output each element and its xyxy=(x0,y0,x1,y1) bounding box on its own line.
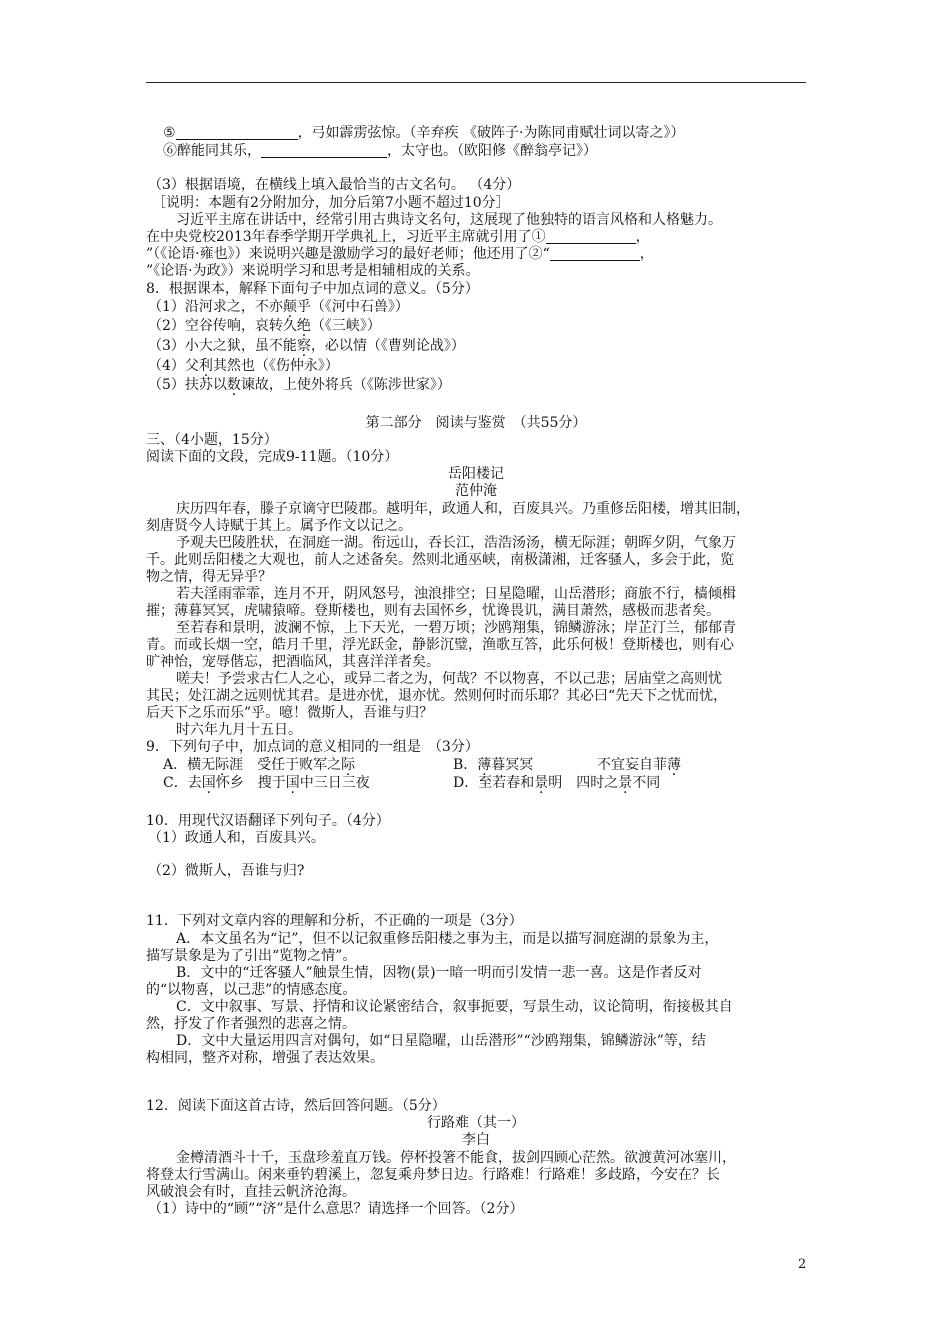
q9-option-d: D．至若春和景明 四时之景不同 xyxy=(453,775,661,791)
poem-line: 金樽清酒斗十千，玉盘珍羞直万钱。停杯投箸不能食，拔剑四顾心茫然。欲渡黄河冰塞川， xyxy=(176,1150,736,1166)
passage-line: 旷神怡，宠辱偕忘，把酒临风，其喜洋洋者矣。 xyxy=(146,654,440,670)
q7-3-line3: ”（《论语·雍也》）来说明兴趣是激励学习的最好老师；他还用了②“ ， xyxy=(146,246,654,262)
passage-author: 范仲淹 xyxy=(455,483,497,499)
poem-title: 行路难（其一） xyxy=(427,1115,525,1131)
passage-line: 摧；薄暮冥冥，虎啸猿啼。登斯楼也，则有去国怀乡，忧谗畏讥，满目萧然，感极而悲者矣。 xyxy=(146,603,720,619)
answer-blank[interactable] xyxy=(176,125,298,140)
q11-line: 描写景象是为了引出“览物之情”。 xyxy=(146,948,357,964)
q8-item-3: （3）小大之狱，虽不能察，必以情（《曹刿论战》） xyxy=(148,338,465,354)
dotted-word: 薄 xyxy=(667,757,681,773)
answer-blank[interactable] xyxy=(261,143,387,158)
passage-line: 其民；处江湖之远则忧其君。是进亦忧，退亦忧。然则何时而乐耶？其必曰“先天下之忧而忧， xyxy=(146,688,728,704)
q11-line: 构相同，整齐对称，增强了表达效果。 xyxy=(146,1050,384,1066)
q7-item-5: ⑤ ，弓如霹雳弦惊。（辛弃疾 《破阵子·为陈同甫赋壮词以寄之》） xyxy=(163,125,685,141)
answer-blank[interactable] xyxy=(550,246,640,261)
passage-line: 刻唐贤今人诗赋于其上。属予作文以记之。 xyxy=(146,518,412,534)
part-heading: 第二部分 阅读与鉴赏 （共55分） xyxy=(365,415,587,431)
page-number: 2 xyxy=(798,1257,807,1272)
q9-option-a: A．横无际涯 受任于败军之际 xyxy=(163,757,356,773)
dotted-word: 绝 xyxy=(296,318,311,334)
q11-line: 然，抒发了作者强烈的悲喜之情。 xyxy=(146,1016,356,1032)
q11-line: D．文中大量运用四言对偶句，如“日星隐曜，山岳潜形”“沙鸥翔集，锦鳞游泳”等，结 xyxy=(176,1033,706,1049)
q11-line: B．文中的“迁客骚人”触景生情，因物(景)一暗一明而引发情一悲一喜。这是作者反对 xyxy=(176,965,702,981)
dotted-word: 薄 xyxy=(477,757,492,773)
q7-3-line1: 习近平主席在讲话中，经常引用古典诗文名句，这展现了他独特的语言风格和人格魅力。 xyxy=(176,212,722,228)
header-rule xyxy=(146,82,806,83)
q8-item-4: （4）父利其然也（《伤仲永》） xyxy=(148,358,339,374)
passage-line: 青。而或长烟一空，皓月千里，浮光跃金，静影沉璧，渔歌互答，此乐何极！登斯楼也，则有心 xyxy=(146,637,734,653)
q7-3-line4: ”《论语·为政》）来说明学习和思考是相辅相成的关系。 xyxy=(146,263,480,279)
dotted-word: 察 xyxy=(296,338,311,354)
poem-line: 风破浪会有时，直挂云帆济沧海。 xyxy=(146,1184,356,1200)
dotted-word: 国 xyxy=(285,775,300,791)
poem-line: 将登太行雪满山。闲来垂钓碧溪上，忽复乘舟梦日边。行路难！行路难！多歧路，今安在？长 xyxy=(146,1167,720,1183)
q11-line: C．文中叙事、写景、抒情和议论紧密结合，叙事扼要，写景生动，议论简明，衔接极其自 xyxy=(176,999,733,1015)
q7-3-note: ［说明：本题有2分附加分，加分后第7小题不超过10分］ xyxy=(152,195,510,211)
dotted-word: 景 xyxy=(618,775,633,791)
q8-head: 8．根据课本，解释下面句子中加点词的意义。（5分） xyxy=(146,281,479,297)
q10-item-1: （1）政通人和，百废具兴。 xyxy=(148,830,325,846)
q10-head: 10．用现代汉语翻译下列句子。（4分） xyxy=(146,813,390,829)
q9-option-b: B．薄暮冥冥 xyxy=(453,757,534,773)
q7-3-head: （3）根据语境，在横线上填入最恰当的古文名句。 （4分） xyxy=(148,177,521,193)
q8-item-1: （1）沿河求之，不亦颠乎（《河中石兽》） xyxy=(148,299,409,315)
dotted-word: 数 xyxy=(226,377,241,393)
dotted-word: 际 xyxy=(215,757,230,773)
q12-sub-1: （1）诗中的“顾”“济”是什么意思？请选择一个回答。（2分） xyxy=(148,1201,524,1217)
passage-line: 予观夫巴陵胜状，在洞庭一湖。衔远山，吞长江，浩浩汤汤，横无际涯；朝晖夕阴，气象万 xyxy=(176,535,736,551)
q7-3-line2: 在中央党校2013年春季学期开学典礼上，习近平主席就引用了① ， xyxy=(146,229,650,245)
passage-line: 物之情，得无异乎？ xyxy=(146,569,272,585)
passage-line: 千。此则岳阳楼之大观也，前人之述备矣。然则北通巫峡，南极潇湘，迁客骚人，多会于此，览 xyxy=(146,552,734,568)
q11-line: A．本文虽名为“记”，但不以记叙重修岳阳楼之事为主，而是以描写洞庭湖的景象为主， xyxy=(176,931,719,947)
q8-item-2: （2）空谷传响，哀转久绝（《三峡》） xyxy=(148,318,381,334)
passage-line: 嗟夫！予尝求古仁人之心，或异二者之为，何哉？不以物喜，不以己悲；居庙堂之高则忧 xyxy=(176,671,722,687)
dotted-word: 际 xyxy=(341,757,356,773)
passage-title: 岳阳楼记 xyxy=(448,466,504,482)
q9-head: 9．下列句子中，加点词的意义相同的一组是 （3分） xyxy=(146,739,479,755)
poem-author: 李白 xyxy=(462,1132,490,1148)
dotted-word: 景 xyxy=(534,775,549,791)
q9-option-b-pair: 不宜妄自菲薄 xyxy=(597,757,681,773)
dotted-word: 颠 xyxy=(282,299,297,315)
passage-line: 庆历四年春，滕子京谪守巴陵郡。越明年，政通人和，百废具兴。乃重修岳阳楼，增其旧制， xyxy=(176,501,750,517)
section-heading: 三、（4小题，15分） xyxy=(146,432,278,448)
passage-line: 后天下之乐而乐”乎。噫！微斯人，吾谁与归？ xyxy=(146,705,434,721)
q12-head: 12．阅读下面这首古诗，然后回答问题。（5分） xyxy=(146,1098,446,1114)
reading-intro: 阅读下面的文段，完成9-11题。（10分） xyxy=(146,449,399,465)
dotted-word: 国 xyxy=(201,775,216,791)
passage-line: 若夫淫雨霏霏，连月不开，阴风怒号，浊浪排空；日星隐曜，山岳潜形；商旅不行，樯倾楫 xyxy=(176,586,736,602)
q10-item-2: （2）微斯人，吾谁与归? xyxy=(148,863,305,879)
q8-item-5: （5）扶苏以数谏故，上使外将兵（《陈涉世家》） xyxy=(148,377,451,393)
passage-line: 时六年九月十五日。 xyxy=(176,722,302,738)
q7-item-6: ⑥醉能同其乐， ，太守也。（欧阳修《醉翁亭记》） xyxy=(163,143,597,159)
q9-option-c: C．去国怀乡 搜于国中三日三夜 xyxy=(163,775,370,791)
dotted-word: 利 xyxy=(198,358,213,374)
q11-line: 的“以物喜，以己悲”的情感态度。 xyxy=(146,982,357,998)
q11-head: 11．下列对文章内容的理解和分析，不正确的一项是（3分） xyxy=(146,913,523,929)
answer-blank[interactable] xyxy=(546,229,636,244)
passage-line: 至若春和景明，波澜不惊，上下天光，一碧万顷；沙鸥翔集，锦鳞游泳；岸芷汀兰，郁郁青 xyxy=(176,620,736,636)
